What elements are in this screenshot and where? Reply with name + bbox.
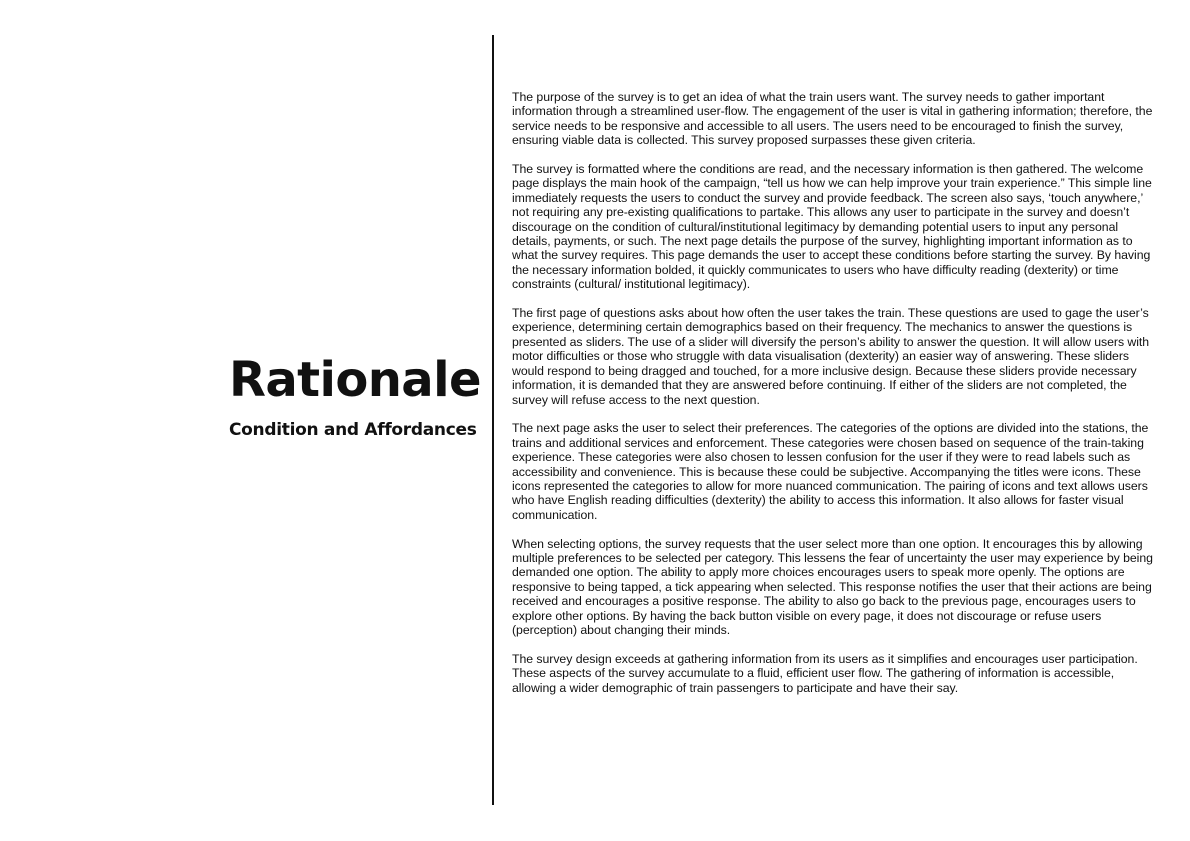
paragraph-options: When selecting options, the survey requests that the user select more than one option. It encourages this by allowing multiple preferences to be selected per category. This lessens the fear of uncertainty the user may experience by being demanded one option. The ability to apply more choices encourages users to speak more openly. The options are responsive to being tapped, a tick appearing when selected. This response notifies the user that their actions are being received and encourages a positive response. The ability to also go back to the previous page, encourages users to explore other options. By having the back button visible on every page, it does not discourage or refuse users (perception) about changing their minds. xyxy=(512,536,1153,637)
paragraph-format: The survey is formatted where the conditions are read, and the necessary information is then gathered. The welcome page displays the main hook of the campaign, “tell us how we can help improve your train experience.” This simple line immediately requests the users to conduct the survey and provide feedback. The screen also says, ‘touch anywhere,’ not requiring any pre-existing qualifications to partake. This allows any user to participate in the survey and doesn’t discourage on the condition of cultural/institutional legitimacy by demanding potential users to input any personal details, payments, or such. The next page details the purpose of the survey, highlighting important information as to what the survey requires. This page demands the user to accept these conditions before starting the survey. By having the necessary information bolded, it quickly communicates to users who have difficulty reading (dexterity) or time constraints (cultural/ institutional legitimacy). xyxy=(512,162,1152,292)
paragraph-conclusion: The survey design exceeds at gathering information from its users as it simplifies and encourages user participation. These aspects of the survey accumulate to a fluid, efficient user flow. The gathering of information is accessible, allowing a wider demographic of train passengers to participate and have their say. xyxy=(512,651,1138,695)
page-title: Rationale xyxy=(229,352,481,408)
page-subtitle: Condition and Affordances xyxy=(229,420,477,440)
paragraph-preferences: The next page asks the user to select their preferences. The categories of the options are divided into the stations, the trains and additional services and enforcement. These categories were chosen based on sequence of the train-taking experience. These categories were also chosen to lessen confusion for the user if they were to read labels such as accessibility and convenience. This is because these could be subjective. Accompanying the titles were icons. These icons represented the categories to allow for more nuanced communication. The pairing of icons and text allows users who have English reading difficulties (dexterity) the ability to access this information. It also allows for faster visual communication. xyxy=(512,421,1149,522)
body-text xyxy=(512,90,1157,709)
heading-block xyxy=(229,352,484,441)
vertical-divider xyxy=(492,35,494,805)
paragraph-sliders: The first page of questions asks about how often the user takes the train. These questions are used to gage the user’s experience, determining certain demographics based on their frequency. The mechanics to answer the questions is presented as sliders. The use of a slider will diversify the person’s ability to answer the question. It will allow users with motor difficulties or those who struggle with data visualisation (dexterity) an easier way of answering. These sliders would respond to being dragged and touched, for a more inclusive design. Because these sliders provide necessary information, it is demanded that they are answered before continuing. If either of the sliders are not completed, the survey will refuse access to the next question. xyxy=(512,306,1150,407)
paragraph-purpose: The purpose of the survey is to get an idea of what the train users want. The survey needs to gather important information through a streamlined user-flow. The engagement of the user is vital in gathering information; therefore, the service needs to be responsive and accessible to all users. The users need to be encouraged to finish the survey, ensuring viable data is collected. This survey proposed surpasses these given criteria. xyxy=(512,90,1153,148)
